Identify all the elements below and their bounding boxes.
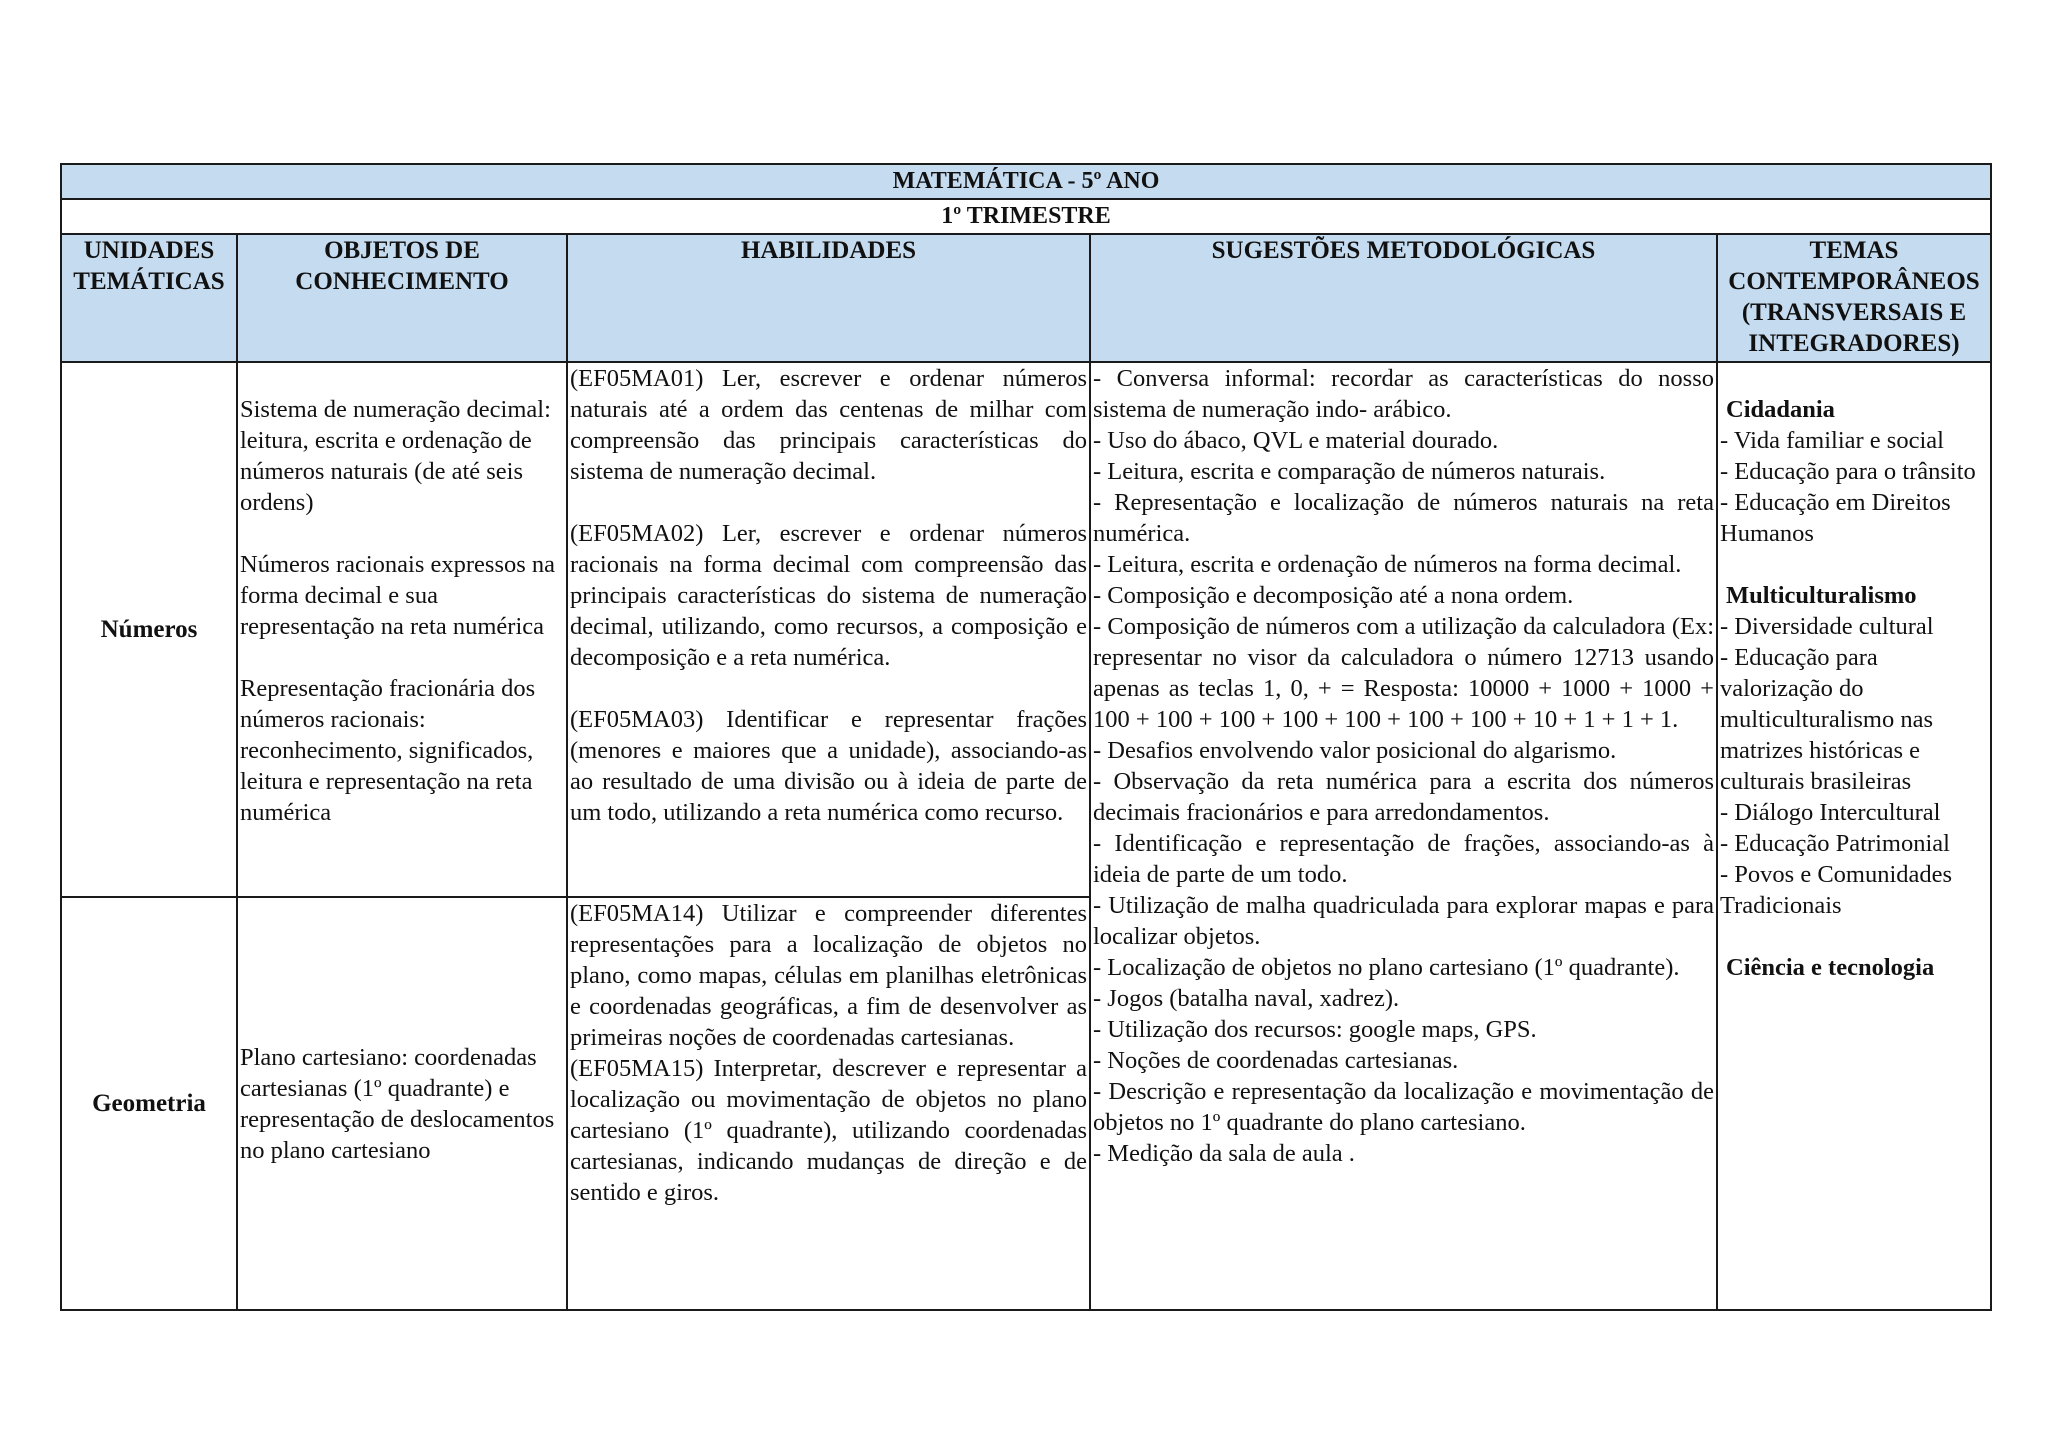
objeto-item: Números racionais expressos na forma decimal e sua representação na reta numérica [240,551,556,640]
theme-heading-ciencia: Ciência e tecnologia [1726,954,1935,981]
header-unidades: UNIDADES TEMÁTICAS [61,234,237,362]
sugestao-item: - Medição da sala de aula . [1093,1140,1355,1167]
subtitle-row [61,199,1991,234]
theme-item: - Vida familiar e social [1720,427,1944,454]
sugestao-item: - Composição e decomposição até a nona ordem. [1093,582,1574,609]
objetos-numeros [237,362,567,897]
theme-item: - Educação para o trânsito [1720,458,1976,485]
header-objetos: OBJETOS DE CONHECIMENTO [237,234,567,362]
sugestao-item: - Desafios envolvendo valor posicional do algarismo. [1093,737,1617,764]
habilidades-numeros [567,362,1090,897]
page-title: MATEMÁTICA - 5º ANO [61,164,1991,199]
sugestao-item: - Leitura, escrita e ordenação de números na forma decimal. [1093,551,1682,578]
habilidade-item: (EF05MA15) Interpretar, descrever e representar a localização ou movimentação de objetos no plano cartesiano (1º quadrante), utilizando coordenadas cartesianas, indicando mudanças de direção e de sentido e giros. [570,1055,1087,1206]
theme-spacer [1720,921,1988,952]
theme-heading-cidadania: Cidadania [1726,396,1835,423]
theme-item: - Educação para valorização do multiculturalismo nas matrizes históricas e culturais brasileiras [1720,644,1933,795]
unit-geometria: Geometria [61,897,237,1310]
objeto-item: Representação fracionária dos números racionais: reconhecimento, significados, leitura e representação na reta numérica [240,675,536,826]
unit-numeros: Números [61,362,237,897]
theme-item: - Povos e Comunidades Tradicionais [1720,861,1953,919]
sugestao-item: - Jogos (batalha naval, xadrez). [1093,985,1400,1012]
habilidade-item: (EF05MA03) Identificar e representar frações (menores e maiores que a unidade), associando-as ao resultado de uma divisão ou à ideia de parte de um todo, utilizando a reta numérica como recurso. [570,706,1087,826]
objeto-item: Sistema de numeração decimal: leitura, escrita e ordenação de números naturais (de até seis ordens) [240,396,551,516]
theme-item: - Diálogo Intercultural [1720,799,1941,826]
sugestao-item: - Leitura, escrita e comparação de números naturais. [1093,458,1606,485]
title-row [61,164,1991,199]
sugestao-item: - Uso do ábaco, QVL e material dourado. [1093,427,1499,454]
theme-item: - Educação em Direitos Humanos [1720,489,1951,547]
sugestao-item: - Localização de objetos no plano cartesiano (1º quadrante). [1093,954,1680,981]
trimester-title: 1º TRIMESTRE [61,199,1991,234]
sugestoes-metodologicas [1090,362,1717,1310]
sugestao-item: - Identificação e representação de frações, associando-as à ideia de parte de um todo. [1093,830,1714,888]
habilidades-geometria [567,897,1090,1310]
habilidade-item: (EF05MA14) Utilizar e compreender diferentes representações para a localização de objetos no plano, como mapas, células em planilhas eletrônicas e coordenadas geográficas, a fim de desenvolver as primeiras noções de coordenadas cartesianas. [570,900,1087,1051]
theme-heading-multiculturalismo: Multiculturalismo [1726,582,1917,609]
sugestao-item: - Noções de coordenadas cartesianas. [1093,1047,1459,1074]
theme-item: - Diversidade cultural [1720,613,1934,640]
header-temas: TEMAS CONTEMPORÂNEOS (TRANSVERSAIS E INTEGRADORES) [1717,234,1991,362]
header-sugestoes: SUGESTÕES METODOLÓGICAS [1090,234,1717,362]
row-numeros [61,362,1991,897]
theme-spacer [1720,549,1988,580]
column-header-row [61,234,1991,362]
objeto-item: Plano cartesiano: coordenadas cartesianas (1º quadrante) e representação de deslocamentos no plano cartesiano [240,1043,555,1164]
curriculum-table [60,163,1992,1311]
header-habilidades: HABILIDADES [567,234,1090,362]
sugestao-item: - Utilização dos recursos: google maps, GPS. [1093,1016,1537,1043]
theme-item: - Educação Patrimonial [1720,830,1950,857]
temas-contemporaneos [1717,362,1991,1310]
sugestao-item: - Representação e localização de números naturais na reta numérica. [1093,489,1714,547]
habilidade-item: (EF05MA01) Ler, escrever e ordenar números naturais até a ordem das centenas de milhar com compreensão das principais características do sistema de numeração decimal. [570,365,1087,485]
habilidade-item: (EF05MA02) Ler, escrever e ordenar números racionais na forma decimal com compreensão das principais características do sistema de numeração decimal, utilizando, como recursos, a composição e decomposição e a reta numérica. [570,520,1087,671]
sugestao-item: - Composição de números com a utilização da calculadora (Ex: representar no visor da calculadora o número 12713 usando apenas as teclas 1, 0, + = Resposta: 10000 + 1000 + 1000 + 100 + 100 + 100 + 100 + 100 + 100 + 100 + 10 + 1 + 1 + 1. [1093,613,1714,733]
sugestao-item: - Descrição e representação da localização e movimentação de objetos no 1º quadrante do plano cartesiano. [1093,1078,1714,1136]
objetos-geometria [237,897,567,1310]
sugestao-item: - Observação da reta numérica para a escrita dos números decimais fracionários e para arredondamentos. [1093,768,1714,826]
sugestao-item: - Utilização de malha quadriculada para explorar mapas e para localizar objetos. [1093,892,1714,950]
sugestao-item: - Conversa informal: recordar as características do nosso sistema de numeração indo- arábico. [1093,365,1714,423]
